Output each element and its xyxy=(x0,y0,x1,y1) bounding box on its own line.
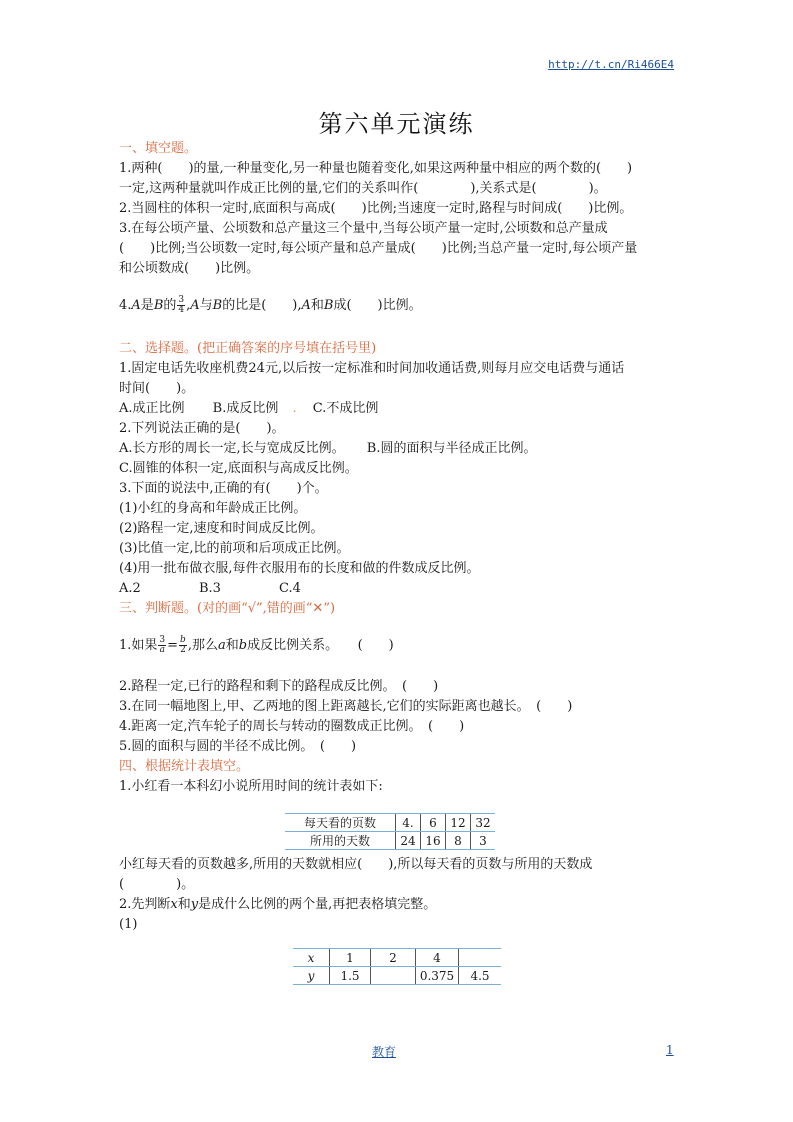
s1-q4-is: 是 xyxy=(140,298,154,313)
option-b: B.3 xyxy=(198,581,221,596)
s1-q3-line2: ( )比例;当公顷数一定时,每公顷产量和总产量成( )比例;当总产量一定时,每公顷产量 xyxy=(119,241,638,256)
table-cell: 32 xyxy=(471,814,496,832)
table-cell: 1.5 xyxy=(330,967,371,985)
s2-q2-options-ab xyxy=(119,440,536,458)
s3-q2: 2.路程一定,已行的路程和剩下的路程成反比例。 ( ) xyxy=(119,679,439,694)
s1-q3-line1: 3.在每公顷产量、公顷数和总产量这三个量中,当每公顷产量一定时,公顷数和总产量成 xyxy=(119,221,608,236)
table-cell: 4.5 xyxy=(459,967,502,985)
s1-q1-line1: 1.两种( )的量,一种量变化,另一种量也随着变化,如果这两种量中相应的两个数的( ) xyxy=(119,161,633,176)
fraction-numerator: 3 xyxy=(159,635,166,645)
s3-q5: 5.圆的面积与圆的半径不成比例。 ( ) xyxy=(119,739,357,754)
s3-q4: 4.距离一定,汽车轮子的周长与转动的圈数成正比例。 ( ) xyxy=(119,719,465,734)
stray-dot: . xyxy=(292,401,297,416)
table-cell: 8 xyxy=(446,832,471,850)
table-cell: 4. xyxy=(396,814,421,832)
s1-q4-comma: , xyxy=(186,298,191,313)
option-a: A.长方形的周长一定,长与宽成反比例。 xyxy=(119,441,345,456)
s4-q1: 1.小红看一本科幻小说所用时间的统计表如下: xyxy=(119,779,383,794)
fraction-denominator: 4 xyxy=(178,305,185,315)
var-b: B xyxy=(153,298,164,313)
fraction-numerator: 3 xyxy=(178,295,185,305)
table-cell: 4 xyxy=(416,949,459,967)
s2-q1-options xyxy=(119,400,378,418)
var-y: y xyxy=(190,897,199,912)
s3-q1-and: 和 xyxy=(225,638,239,653)
s1-q4-ratio: 的比是( ), xyxy=(222,298,302,313)
table-cell: 3 xyxy=(471,832,496,850)
s1-q4 xyxy=(119,296,422,315)
var-b: B xyxy=(323,298,334,313)
header-url-link[interactable]: http://t.cn/Ri466E4 xyxy=(548,58,674,71)
s1-q4-with: 与 xyxy=(199,298,213,313)
table-header-cell: 所用的天数 xyxy=(285,832,396,850)
s1-q4-and: 和 xyxy=(310,298,324,313)
s2-q2: 2.下列说法正确的是( )。 xyxy=(119,421,285,436)
s2-q3-s4: (4)用一批布做衣服,每件衣服用布的长度和做的件数成反比例。 xyxy=(119,561,480,576)
s3-q1-mid: ,那么 xyxy=(187,638,218,653)
option-a: A.成正比例 xyxy=(119,401,185,416)
table-cell: 1 xyxy=(330,949,371,967)
table-row xyxy=(285,814,495,832)
table-cell: 12 xyxy=(446,814,471,832)
s4-q1-answer-line1: 小红每天看的页数越多,所用的天数就相应( ),所以每天看的页数与所用的天数成 xyxy=(119,857,593,872)
s1-q1-line2: 一定,这两种量就叫作成正比例的量,它们的关系叫作( ),关系式是( )。 xyxy=(119,181,607,196)
table-row xyxy=(293,967,501,985)
s3-q1 xyxy=(119,636,394,655)
footer-link[interactable]: 教育 xyxy=(372,1045,397,1059)
s4-q2-end: 是成什么比例的两个量,再把表格填完整。 xyxy=(198,897,437,912)
table-header-cell: 每天看的页数 xyxy=(285,814,396,832)
option-a: A.2 xyxy=(119,581,141,596)
var-b: B xyxy=(212,298,223,313)
table-cell: 16 xyxy=(421,832,446,850)
table-row xyxy=(285,832,495,850)
s4-q1-answer-line2: ( )。 xyxy=(119,877,195,892)
table-cell xyxy=(459,949,502,967)
xy-table xyxy=(293,948,501,985)
s4-q2-and: 和 xyxy=(177,897,191,912)
fraction-three-quarters xyxy=(177,296,185,315)
equals-sign: = xyxy=(167,638,179,653)
fraction-3-over-a xyxy=(158,636,166,655)
s3-q3: 3.在同一幅地图上,甲、乙两地的图上距离越长,它们的实际距离也越长。 ( ) xyxy=(119,699,573,714)
s2-q3-options xyxy=(119,580,301,598)
page-title: 第六单元演练 xyxy=(318,110,475,138)
s3-q1-end: 成反比例关系。 ( ) xyxy=(247,638,394,653)
table-cell: 0.375 xyxy=(416,967,459,985)
option-c: C.4 xyxy=(279,581,301,596)
table-header-cell: x xyxy=(293,949,330,967)
var-x: x xyxy=(170,897,178,912)
s2-q3-s2: (2)路程一定,速度和时间成反比例。 xyxy=(119,521,324,536)
reading-stats-table xyxy=(285,813,495,850)
s4-q2-pre: 2.先判断 xyxy=(119,897,171,912)
fraction-denominator: a xyxy=(159,645,165,655)
s1-q4-pre: 4. xyxy=(119,298,132,313)
table-cell: 2 xyxy=(371,949,416,967)
section2-heading: 二、选择题。(把正确答案的序号填在括号里) xyxy=(119,341,377,356)
var-a: a xyxy=(217,638,226,653)
section4-heading: 四、根据统计表填空。 xyxy=(119,759,250,774)
s3-q1-pre: 1.如果 xyxy=(119,638,158,653)
section3-heading: 三、判断题。(对的画“√”,错的画“✕”) xyxy=(119,601,336,616)
s2-q2-option-c: C.圆锥的体积一定,底面积与高成反比例。 xyxy=(119,461,358,476)
var-b: b xyxy=(238,638,248,653)
var-a: A xyxy=(131,298,141,313)
fraction-denominator: 2 xyxy=(180,645,186,655)
var-a: A xyxy=(190,298,200,313)
var-a: A xyxy=(301,298,311,313)
s2-q3: 3.下面的说法中,正确的有( )个。 xyxy=(119,481,328,496)
section1-heading: 一、填空题。 xyxy=(119,141,198,156)
fraction-b-over-2 xyxy=(179,636,187,655)
s2-q1-line1: 1.固定电话先收座机费24元,以后按一定标准和时间加收通话费,则每月应交电话费与通话 xyxy=(119,361,625,376)
fraction-numerator: b xyxy=(180,635,186,645)
option-b: B.圆的面积与半径成正比例。 xyxy=(366,441,537,456)
s4-q2-sub1: (1) xyxy=(119,917,138,932)
table-header-cell: y xyxy=(293,967,330,985)
table-row xyxy=(293,949,501,967)
s1-q4-end: 成( )比例。 xyxy=(333,298,422,313)
table-cell xyxy=(371,967,416,985)
s1-q2: 2.当圆柱的体积一定时,底面积与高成( )比例;当速度一定时,路程与时间成( )比例。 xyxy=(119,201,633,216)
s4-q2 xyxy=(119,896,436,914)
s1-q4-of: 的 xyxy=(163,298,177,313)
option-c: C.不成比例 xyxy=(312,401,379,416)
page-number: 1 xyxy=(666,1043,674,1057)
s1-q3-line3: 和公顷数成( )比例。 xyxy=(119,261,260,276)
s2-q1-line2: 时间( )。 xyxy=(119,381,195,396)
table-cell: 6 xyxy=(421,814,446,832)
table-cell: 24 xyxy=(396,832,421,850)
s2-q3-s3: (3)比值一定,比的前项和后项成正比例。 xyxy=(119,541,350,556)
option-b: B.成反比例 xyxy=(212,401,279,416)
s2-q3-s1: (1)小红的身高和年龄成正比例。 xyxy=(119,501,307,516)
